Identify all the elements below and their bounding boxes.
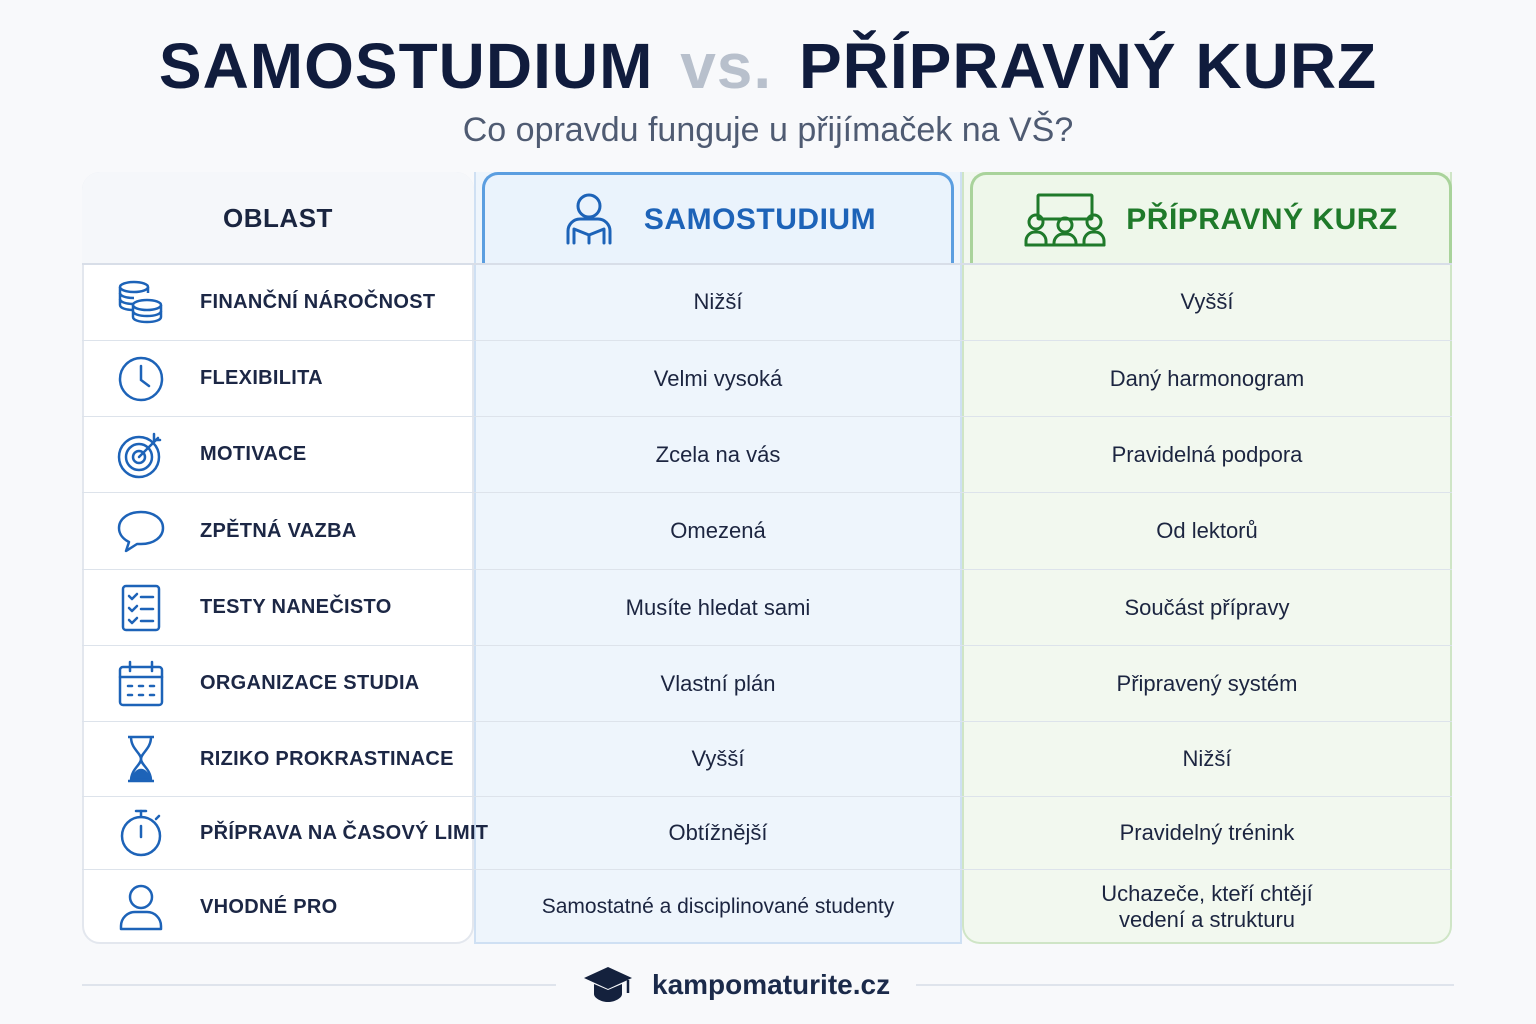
row-self-value: Vyšší — [691, 746, 745, 771]
row-self-value: Musíte hledat sami — [625, 594, 811, 620]
target-icon — [116, 430, 166, 480]
row-course-value: Součást přípravy — [1124, 594, 1290, 620]
footer — [582, 960, 912, 1010]
row-area: TESTY NANEČISTO — [200, 596, 392, 618]
title-vs: vs. — [680, 30, 773, 102]
table-row — [82, 264, 1452, 341]
row-area: FLEXIBILITA — [200, 367, 323, 389]
coins-icon — [116, 277, 166, 327]
row-area: ZPĚTNÁ VAZBA — [200, 519, 357, 542]
row-self-value: Obtížnější — [668, 820, 768, 845]
checklist-icon — [116, 583, 166, 633]
table-row — [82, 722, 1452, 797]
hourglass-icon — [116, 734, 166, 784]
row-course-value: Pravidelný trénink — [1119, 820, 1295, 845]
row-course-value: Připravený systém — [1116, 670, 1298, 696]
footer-divider-left — [82, 984, 556, 986]
row-area: FINANČNÍ NÁROČNOST — [200, 290, 436, 313]
row-course-value: Vyšší — [1180, 289, 1234, 314]
footer-divider-right — [916, 984, 1454, 986]
stopwatch-icon — [116, 808, 166, 858]
page-title — [0, 30, 1536, 102]
column-header-course-label: PŘÍPRAVNÝ KURZ — [1126, 202, 1398, 236]
title-left: SAMOSTUDIUM — [158, 30, 654, 102]
column-header-self — [482, 172, 954, 264]
row-course-value: Nižší — [1182, 746, 1232, 771]
row-area: MOTIVACE — [200, 443, 307, 465]
row-course-value-line2: vedení a strukturu — [1118, 907, 1296, 932]
row-self-value: Nižší — [693, 289, 743, 314]
column-header-self-label: SAMOSTUDIUM — [643, 202, 877, 236]
row-self-value: Omezená — [670, 518, 766, 543]
table-row — [82, 646, 1452, 722]
row-area: PŘÍPRAVA NA ČASOVÝ LIMIT — [200, 821, 489, 844]
row-course-value: Daný harmonogram — [1109, 365, 1305, 391]
table-row — [82, 341, 1452, 417]
graduation-cap-icon — [582, 965, 634, 1005]
row-area: VHODNÉ PRO — [200, 895, 338, 918]
row-area: ORGANIZACE STUDIA — [200, 672, 420, 694]
footer-site-link[interactable]: kampomaturite.cz — [652, 969, 891, 1000]
chat-bubble-icon — [116, 506, 166, 556]
column-header-area: OBLAST — [82, 172, 474, 264]
table-row — [82, 870, 1452, 944]
classroom-group-icon — [1024, 192, 1106, 248]
row-course-value: Od lektorů — [1156, 518, 1258, 543]
table-row — [82, 570, 1452, 646]
row-course-value-line1: Uchazeče, kteří chtějí — [1101, 881, 1313, 906]
row-course-value — [962, 870, 1452, 944]
row-self-value: Velmi vysoká — [653, 365, 783, 391]
row-self-value: Samostatné a disciplinované studenty — [541, 895, 895, 918]
page-subtitle: Co opravdu funguje u přijímaček na VŠ? — [462, 111, 1074, 149]
row-course-value: Pravidelná podpora — [1111, 441, 1303, 467]
person-icon — [116, 882, 166, 932]
row-area: RIZIKO PROKRASTINACE — [200, 747, 454, 770]
title-right: PŘÍPRAVNÝ KURZ — [798, 30, 1378, 102]
student-reading-icon — [560, 191, 618, 249]
column-header-course — [970, 172, 1452, 264]
comparison-table — [82, 172, 1452, 944]
table-row — [82, 797, 1452, 870]
clock-icon — [116, 354, 166, 404]
row-self-value: Vlastní plán — [660, 670, 776, 696]
table-row — [82, 417, 1452, 493]
calendar-icon — [116, 659, 166, 709]
table-row — [82, 493, 1452, 570]
row-self-value: Zcela na vás — [655, 441, 781, 467]
